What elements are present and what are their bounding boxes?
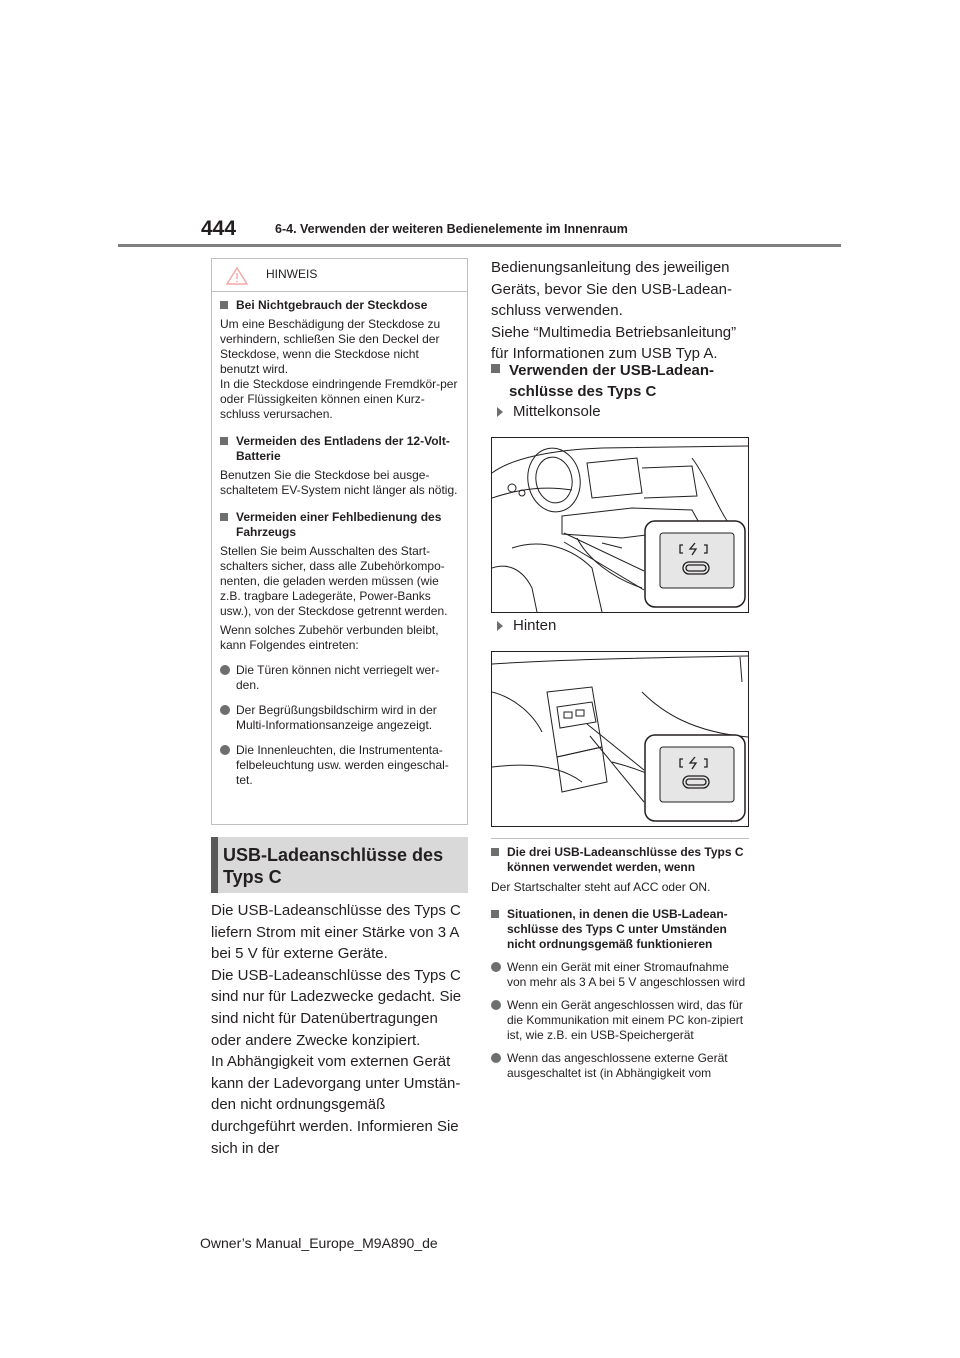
- divider: [491, 838, 749, 839]
- rear-illustration: [492, 652, 748, 826]
- list-item: Wenn ein Gerät mit einer Stromaufnahme von mehr als 3 A bei 5 V angeschlossen wird: [491, 960, 751, 990]
- location-label: Mittelkonsole: [497, 403, 601, 420]
- notice-text: Stellen Sie beim Ausschalten des Start-schalters sicher, dass alle Zubehörkompo-nenten, die geladen werden müssen (wie z.B. tragbare Ladegeräte, Power-Banks usw.), von der Steckdose getrennt werden.: [220, 544, 448, 618]
- list-item: Der Begrüßungsbildschirm wird in der Multi-Informationsanzeige angezeigt.: [220, 703, 459, 733]
- note-heading-1: Die drei USB-Ladeanschlüsse des Typs C können verwendet werden, wenn: [491, 845, 751, 875]
- notice-heading-1: Bei Nichtgebrauch der Steckdose: [220, 298, 459, 313]
- location-label: Hinten: [497, 617, 556, 634]
- notice-text: Benutzen Sie die Steckdose bei ausge-schaltetem EV-System nicht länger als nötig.: [220, 468, 458, 497]
- footer: Owner’s Manual_Europe_M9A890_de: [200, 1235, 438, 1251]
- notice-box: [211, 258, 468, 825]
- chapter-title: 6-4. Verwenden der weiteren Bedienelemente im Innenraum: [275, 222, 628, 236]
- notice-text: Um eine Beschädigung der Steckdose zu verhindern, schließen Sie den Deckel der Steckdose, wenn die Steckdose nicht benutzt wird.: [220, 317, 441, 376]
- figure-rear: [491, 651, 749, 827]
- subheading: Verwenden der USB-Ladean-schlüsse des Typs C: [491, 360, 751, 402]
- console-illustration: [492, 438, 748, 612]
- usb-notes: [491, 845, 751, 1081]
- page-number: 444: [201, 217, 237, 240]
- notice-heading-3: Vermeiden einer Fehlbedienung des Fahrzeugs: [220, 510, 459, 540]
- list-item: Die Innenleuchten, die Instrumententa-felbeleuchtung usw. werden eingeschal-tet.: [220, 743, 459, 788]
- header-rule: [118, 244, 841, 247]
- notice-title: HINWEIS: [266, 267, 318, 281]
- continued-paragraph: Bedienungsanleitung des jeweiligen Geräts, bevor Sie den USB-Ladean-schluss verwenden. Siehe “Multimedia Betriebsanleitung” für Informationen zum USB Typ A.: [491, 259, 737, 363]
- note-text: Der Startschalter steht auf ACC oder ON.: [491, 880, 711, 894]
- figure-center-console: [491, 437, 749, 613]
- warning-triangle-icon: [226, 267, 248, 285]
- section-heading: USB-Ladeanschlüsse des Typs C: [211, 837, 468, 893]
- notice-text: Wenn solches Zubehör verbunden bleibt, kann Folgendes eintreten:: [220, 623, 439, 652]
- note-heading-2: Situationen, in denen die USB-Ladean-schlüsse des Typs C unter Umständen nicht ordnungsgemäß funktionieren: [491, 907, 751, 952]
- list-item: Die Türen können nicht verriegelt wer-den.: [220, 663, 459, 693]
- notice-text: In die Steckdose eindringende Fremdkör-per oder Flüssigkeiten können einen Kurz-schluss verursachen.: [220, 377, 458, 421]
- section-body: Die USB-Ladeanschlüsse des Typs C liefern Strom mit einer Stärke von 3 A bei 5 V für externe Geräte. Die USB-Ladeanschlüsse des Typs C sind nur für Ladezwecke gedacht. Sie sind nicht für Datenübertragungen oder andere Zwecke konzipiert. In Abhängigkeit vom externen Gerät kann der Ladevorgang unter Umstän-den nicht ordnungsgemäß durchgeführt werden. Informieren Sie sich in der: [211, 902, 462, 1157]
- list-item: Wenn das angeschlossene externe Gerät ausgeschaltet ist (in Abhängigkeit vom: [491, 1051, 751, 1081]
- list-item: Wenn ein Gerät angeschlossen wird, das für die Kommunikation mit einem PC kon-zipiert ist, wie z.B. ein USB-Speichergerät: [491, 998, 751, 1043]
- notice-header: [212, 259, 467, 292]
- notice-heading-2: Vermeiden des Entladens der 12-Volt-Batterie: [220, 434, 459, 464]
